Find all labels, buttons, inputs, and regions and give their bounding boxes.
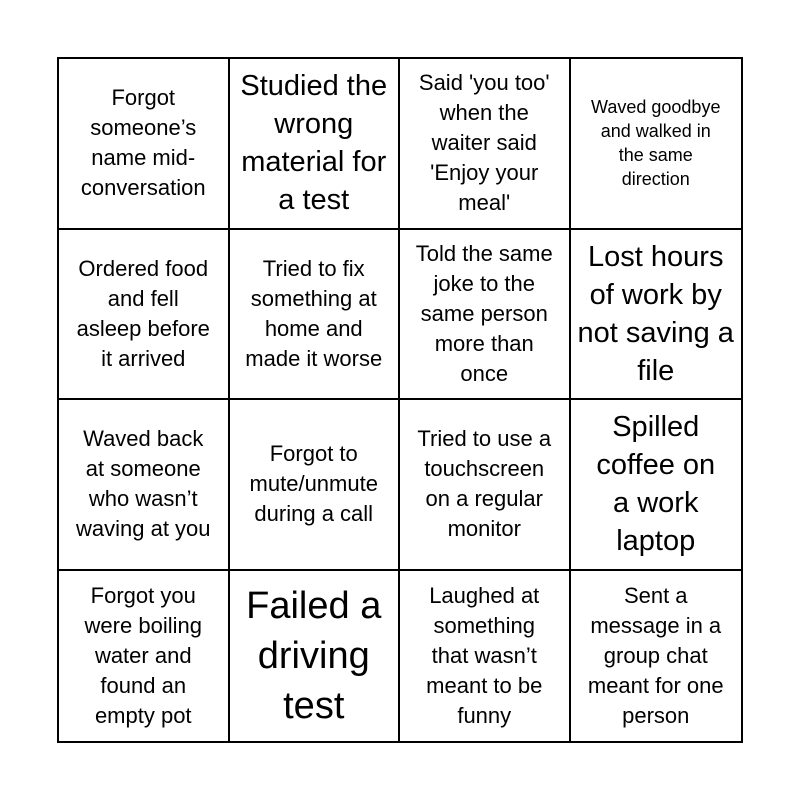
bingo-cell-text: Ordered food and fell asleep before it arrived	[76, 255, 210, 371]
bingo-cell[interactable]	[571, 230, 742, 401]
bingo-cell-text: Forgot to mute/unmute during a call	[249, 441, 378, 527]
bingo-cell[interactable]	[400, 400, 571, 571]
bingo-cell-text: Failed a driving test	[246, 584, 382, 727]
bingo-cell-text: Tried to use a touchscreen on a regular monitor	[417, 426, 552, 542]
bingo-cell-text: Studied the wrong material for a test	[240, 70, 388, 217]
bingo-cell[interactable]	[59, 59, 230, 230]
bingo-cell-text: Lost hours of work by not saving a file	[577, 240, 734, 387]
bingo-cell-text: Told the same joke to the same person more than once	[415, 240, 553, 386]
bingo-cell[interactable]	[59, 230, 230, 401]
bingo-cell[interactable]	[59, 400, 230, 571]
bingo-board	[57, 57, 743, 743]
bingo-cell[interactable]	[230, 571, 401, 742]
bingo-cell[interactable]	[59, 571, 230, 742]
bingo-cell-text: Sent a message in a group chat meant for one person	[587, 582, 724, 728]
bingo-cell[interactable]	[400, 571, 571, 742]
bingo-cell[interactable]	[400, 230, 571, 401]
bingo-cell-text: Waved back at someone who wasn’t waving at you	[75, 426, 211, 542]
bingo-cell[interactable]	[230, 400, 401, 571]
bingo-cell[interactable]	[571, 571, 742, 742]
bingo-cell[interactable]	[230, 59, 401, 230]
bingo-cell-text: Waved goodbye and walked in the same direction	[591, 97, 721, 190]
bingo-cell[interactable]	[571, 59, 742, 230]
bingo-cell[interactable]	[400, 59, 571, 230]
bingo-cell-text: Spilled coffee on a work laptop	[596, 411, 716, 558]
bingo-cell[interactable]	[230, 230, 401, 401]
bingo-cell[interactable]	[571, 400, 742, 571]
bingo-cell-text: Forgot someone’s name mid-conversation	[80, 85, 206, 201]
bingo-cell-text: Said 'you too' when the waiter said 'Enjoy your meal'	[418, 70, 550, 216]
bingo-cell-text: Laughed at something that wasn’t meant to be funny	[426, 582, 543, 728]
bingo-cell-text: Tried to fix something at home and made it worse	[245, 255, 383, 371]
bingo-cell-text: Forgot you were boiling water and found an empty pot	[84, 582, 202, 728]
